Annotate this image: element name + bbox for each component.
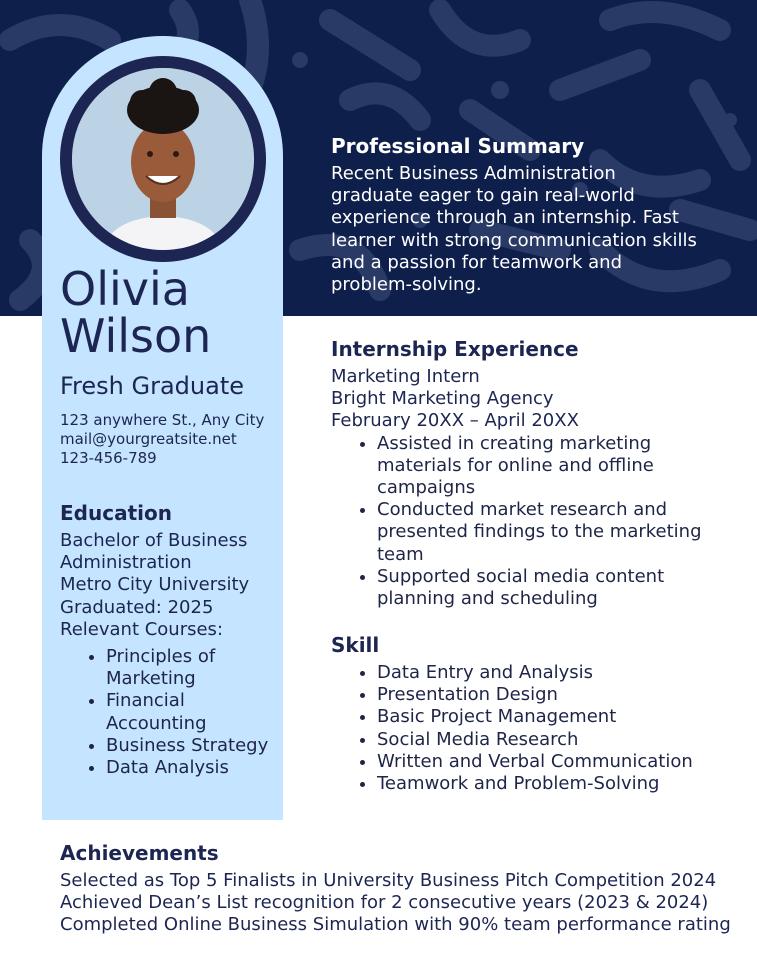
list-item: • Business Strategy xyxy=(106,735,285,757)
list-item: • Teamwork and Problem-Solving xyxy=(377,773,731,795)
first-name: Olivia xyxy=(60,262,190,316)
experience-section xyxy=(331,336,731,610)
address-text: 123 anywhere St., Any City xyxy=(60,411,265,429)
list-item: • Data Analysis xyxy=(106,757,285,779)
list-item: • Conducted market research and presented findings to the marketing team xyxy=(377,499,731,566)
list-item: • Assisted in creating marketing materials for online and offline campaigns xyxy=(377,433,731,500)
summary-line: problem-solving. xyxy=(331,274,482,296)
degree-text: Bachelor of Business Administration xyxy=(60,530,248,574)
list-item: • Presentation Design xyxy=(377,684,731,706)
school-text: Metro City University xyxy=(60,574,250,596)
summary-line: experience through an internship. Fast xyxy=(331,207,679,229)
list-item: • Written and Verbal Communication xyxy=(377,751,731,773)
contact-info xyxy=(60,411,264,468)
achievements-section xyxy=(60,840,750,937)
courses-label: Relevant Courses: xyxy=(60,618,224,640)
company-name: Bright Marketing Agency xyxy=(331,388,554,410)
job-title: Fresh Graduate xyxy=(60,372,245,400)
summary-heading: Professional Summary xyxy=(331,134,585,158)
experience-heading: Internship Experience xyxy=(331,337,579,361)
phone-text: 123-456-789 xyxy=(60,449,157,467)
education-heading: Education xyxy=(60,501,172,525)
skills-heading: Skill xyxy=(331,633,380,657)
experience-bullets xyxy=(331,433,731,611)
achievements-heading: Achievements xyxy=(60,841,219,865)
achievement-item: Selected as Top 5 Finalists in University Business Pitch Competition 2024 xyxy=(60,870,717,891)
list-item: • Data Entry and Analysis xyxy=(377,662,731,684)
education-section xyxy=(60,500,285,779)
email-text: mail@yourgreatsite.net xyxy=(60,430,237,448)
graduation-text: Graduated: 2025 xyxy=(60,596,214,618)
list-item: • Social Media Research xyxy=(377,729,731,751)
summary-line: Recent Business Administration xyxy=(331,163,616,184)
summary-text xyxy=(331,163,711,296)
position-title: Marketing Intern xyxy=(331,366,480,387)
skills-section xyxy=(331,632,731,795)
list-item: • Basic Project Management xyxy=(377,706,731,728)
summary-line: learner with strong communication skills xyxy=(331,229,697,251)
courses-list xyxy=(60,646,285,779)
profile-photo xyxy=(72,68,254,250)
candidate-name xyxy=(60,262,212,363)
date-range: February 20XX – April 20XX xyxy=(331,410,579,432)
last-name: Wilson xyxy=(60,309,212,363)
summary-section xyxy=(331,133,711,296)
summary-line: graduate eager to gain real-world xyxy=(331,185,635,207)
achievement-item: Achieved Dean’s List recognition for 2 consecutive years (2023 & 2024) xyxy=(60,892,709,914)
skills-list xyxy=(331,662,731,795)
list-item: • Financial Accounting xyxy=(106,690,285,734)
achievement-item: Completed Online Business Simulation with 90% team performance rating xyxy=(60,914,731,936)
list-item: • Principles of Marketing xyxy=(106,646,285,690)
summary-line: and a passion for teamwork and xyxy=(331,251,623,273)
list-item: • Supported social media content planning and scheduling xyxy=(377,566,731,610)
